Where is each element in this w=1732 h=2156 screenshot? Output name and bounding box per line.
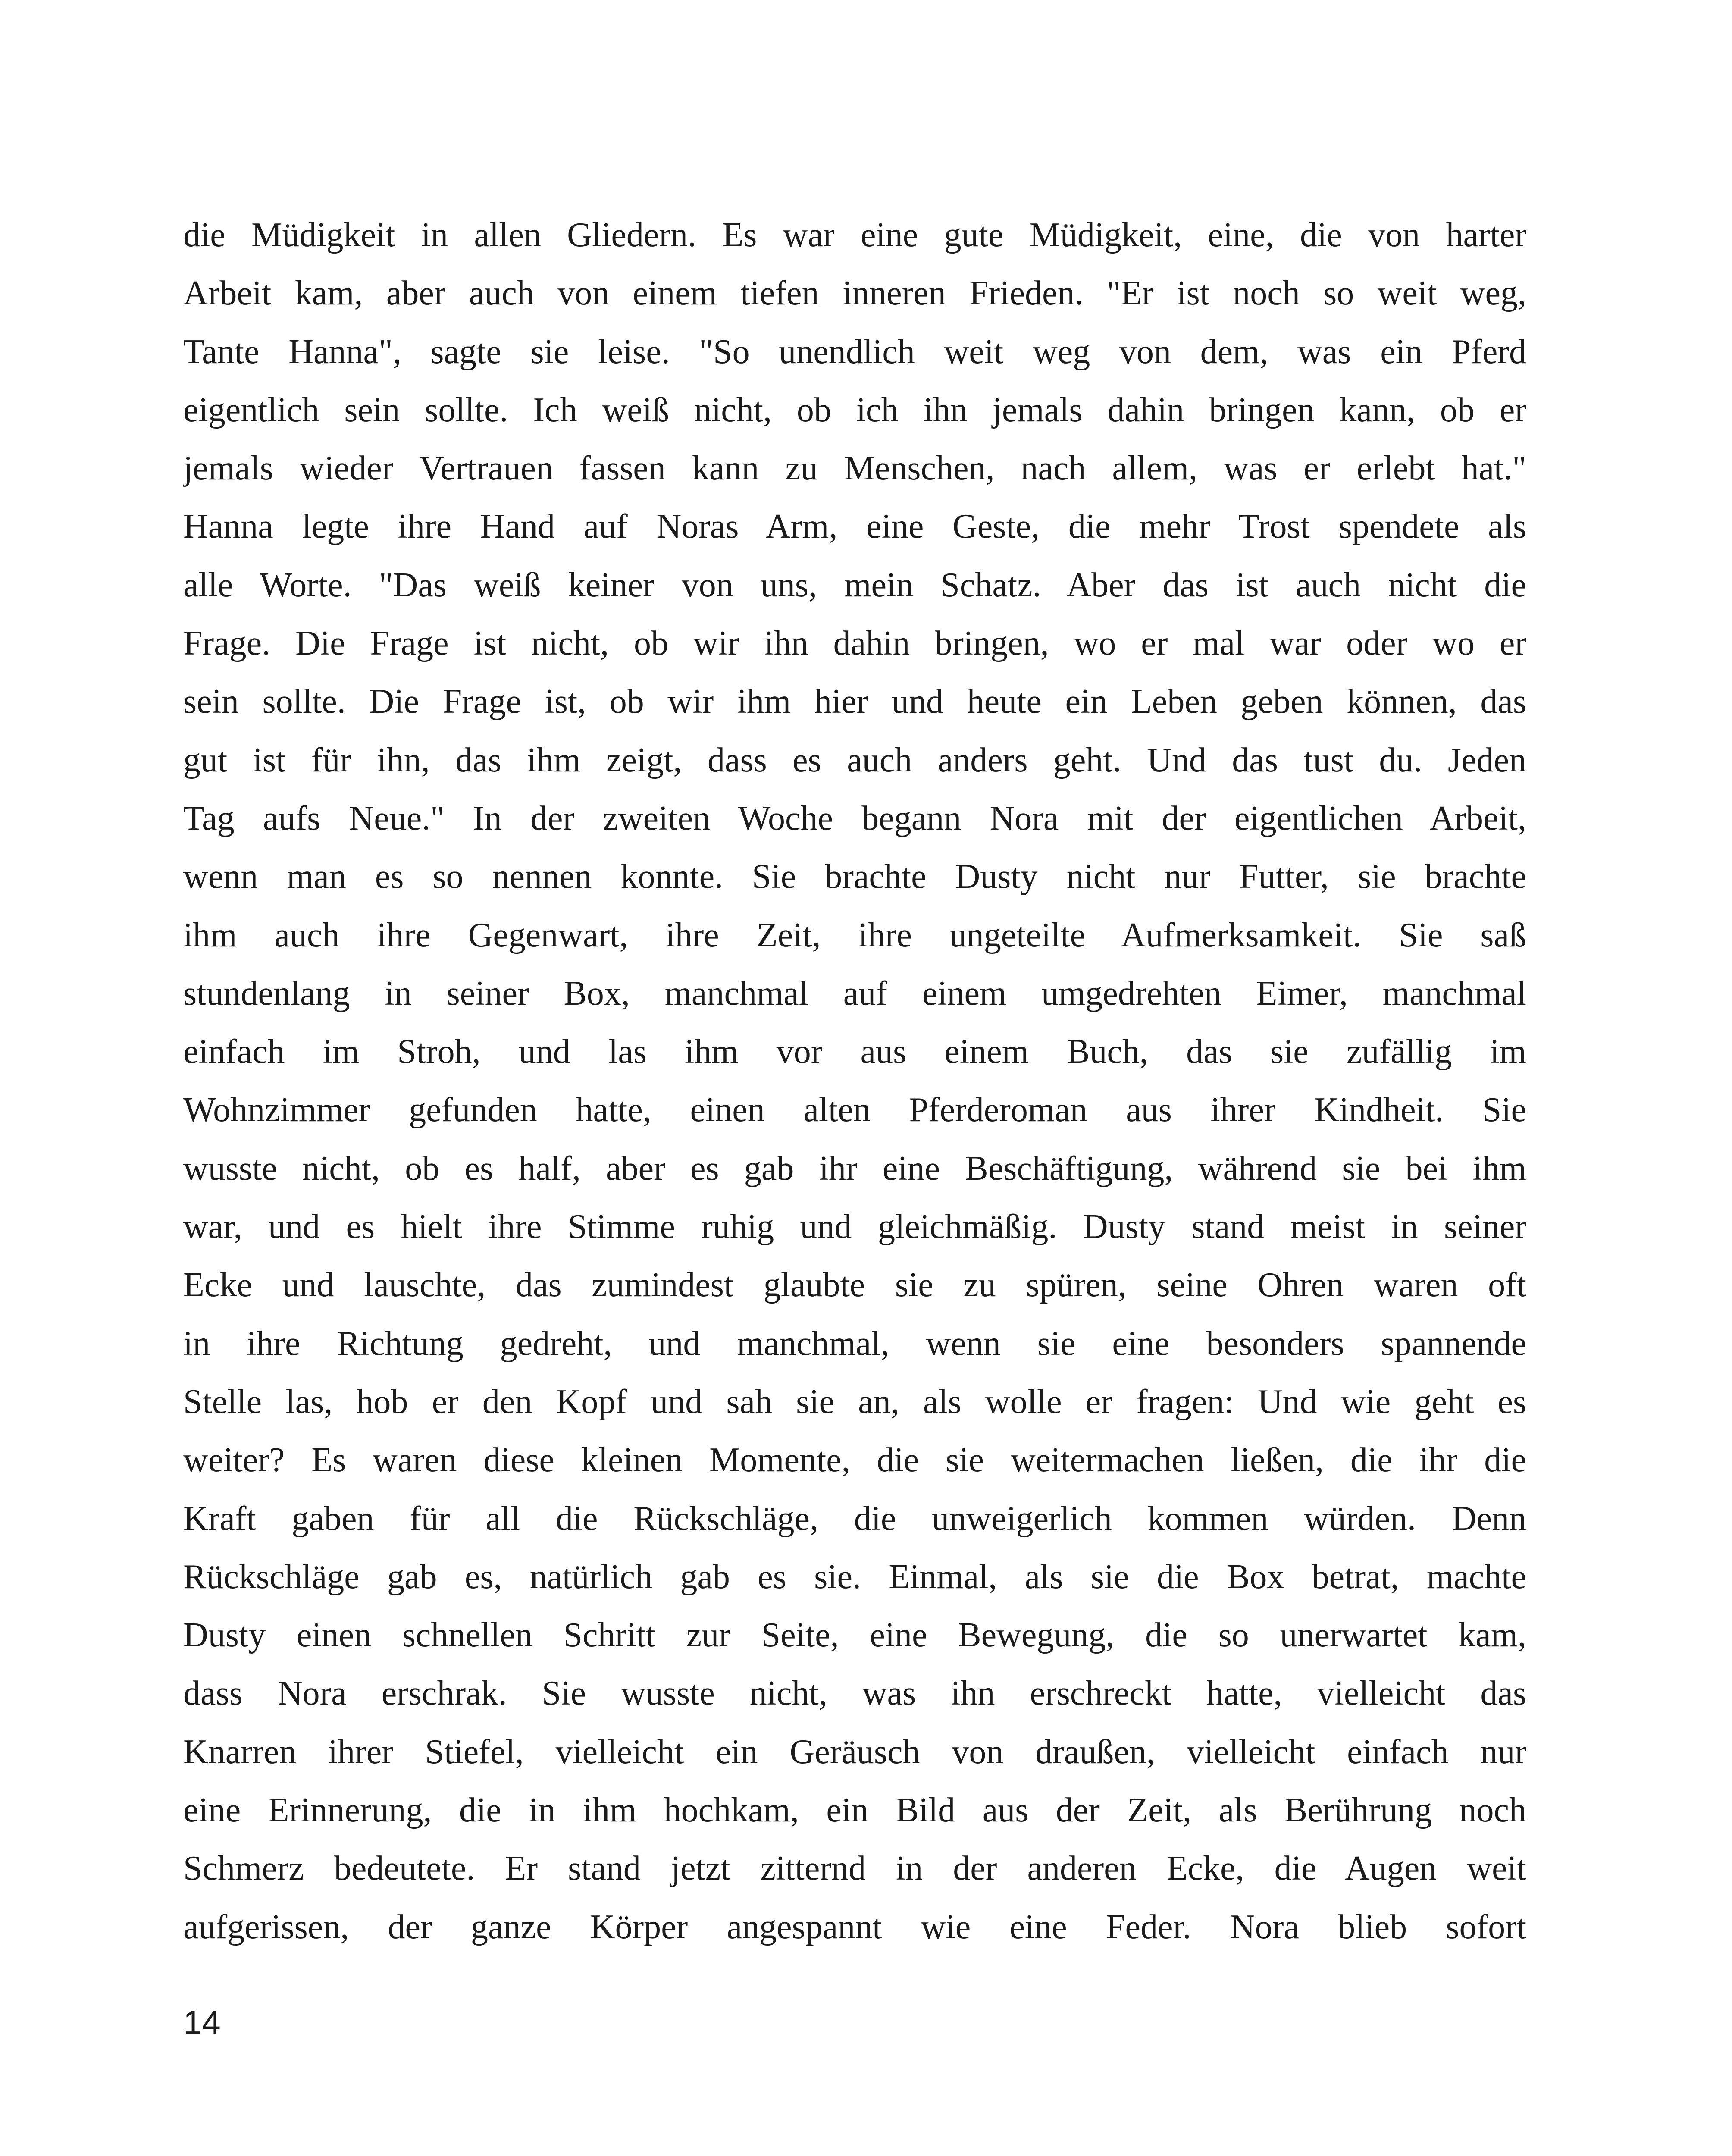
text-line: wenn man es so nennen konnte. Sie brachte Dusty nicht nur Futter, sie brachte: [183, 858, 1526, 896]
text-line: Kraft gaben für all die Rückschläge, die unweigerlich kommen würden. Denn: [183, 1499, 1526, 1538]
text-line: ihm auch ihre Gegenwart, ihre Zeit, ihre ungeteilte Aufmerksamkeit. Sie saß: [183, 916, 1526, 954]
text-line: eigentlich sein sollte. Ich weiß nicht, ob ich ihn jemals dahin bringen kann, ob er: [183, 391, 1526, 429]
text-line: jemals wieder Vertrauen fassen kann zu Menschen, nach allem, was er erlebt hat.": [183, 449, 1526, 488]
text-line: Frage. Die Frage ist nicht, ob wir ihn dahin bringen, wo er mal war oder wo er: [183, 624, 1526, 663]
text-line: alle Worte. "Das weiß keiner von uns, mein Schatz. Aber das ist auch nicht die: [183, 566, 1526, 604]
text-line: Wohnzimmer gefunden hatte, einen alten Pferderoman aus ihrer Kindheit. Sie: [183, 1091, 1526, 1129]
text-line: wusste nicht, ob es half, aber es gab ihr eine Beschäftigung, während sie bei ihm: [183, 1149, 1526, 1188]
text-line: weiter? Es waren diese kleinen Momente, die sie weitermachen ließen, die ihr die: [183, 1441, 1526, 1479]
text-line: eine Erinnerung, die in ihm hochkam, ein Bild aus der Zeit, als Berührung noch: [183, 1791, 1526, 1830]
text-line: die Müdigkeit in allen Gliedern. Es war eine gute Müdigkeit, eine, die von harter: [183, 216, 1526, 254]
text-line: Rückschläge gab es, natürlich gab es sie. Einmal, als sie die Box betrat, machte: [183, 1557, 1526, 1596]
text-line: einfach im Stroh, und las ihm vor aus einem Buch, das sie zufällig im: [183, 1033, 1526, 1071]
text-line: in ihre Richtung gedreht, und manchmal, wenn sie eine besonders spannende: [183, 1324, 1526, 1363]
text-line: Tante Hanna", sagte sie leise. "So unendlich weit weg von dem, was ein Pferd: [183, 332, 1526, 371]
text-line: Arbeit kam, aber auch von einem tiefen inneren Frieden. "Er ist noch so weit weg,: [183, 274, 1526, 313]
text-line: Hanna legte ihre Hand auf Noras Arm, eine Geste, die mehr Trost spendete als: [183, 508, 1526, 546]
text-line: Ecke und lauschte, das zumindest glaubte sie zu spüren, seine Ohren waren oft: [183, 1266, 1526, 1304]
text-line: sein sollte. Die Frage ist, ob wir ihm hier und heute ein Leben geben können, das: [183, 683, 1526, 721]
text-line: Stelle las, hob er den Kopf und sah sie an, als wolle er fragen: Und wie geht es: [183, 1382, 1526, 1421]
text-line: war, und es hielt ihre Stimme ruhig und gleichmäßig. Dusty stand meist in seiner: [183, 1208, 1526, 1246]
text-line: Schmerz bedeutete. Er stand jetzt zitternd in der anderen Ecke, die Augen weit: [183, 1849, 1526, 1888]
page-number: 14: [183, 2003, 221, 2041]
text-line: stundenlang in seiner Box, manchmal auf einem umgedrehten Eimer, manchmal: [183, 974, 1526, 1012]
text-line: dass Nora erschrak. Sie wusste nicht, was ihn erschreckt hatte, vielleicht das: [183, 1674, 1526, 1713]
text-line: Knarren ihrer Stiefel, vielleicht ein Geräusch von draußen, vielleicht einfach nur: [183, 1733, 1526, 1771]
text-line: Dusty einen schnellen Schritt zur Seite, eine Bewegung, die so unerwartet kam,: [183, 1616, 1526, 1655]
body-text: [183, 206, 1526, 1956]
text-line: aufgerissen, der ganze Körper angespannt wie eine Feder. Nora blieb sofort: [183, 1908, 1526, 1946]
text-line: Tag aufs Neue." In der zweiten Woche begann Nora mit der eigentlichen Arbeit,: [183, 799, 1526, 837]
text-line: gut ist für ihn, das ihm zeigt, dass es auch anders geht. Und das tust du. Jeden: [183, 741, 1526, 779]
